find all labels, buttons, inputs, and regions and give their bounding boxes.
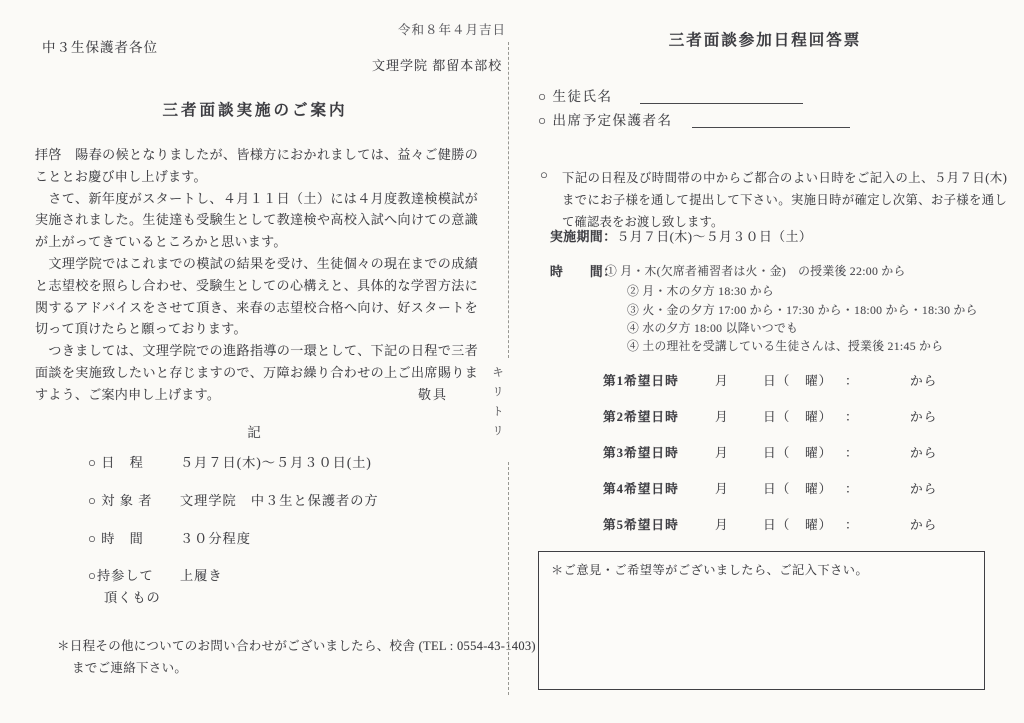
weekday-blank: 曜） xyxy=(805,374,833,388)
month-blank: 月 xyxy=(715,446,729,460)
cut-dashed-line-top xyxy=(508,42,509,358)
month-blank: 月 xyxy=(715,410,729,424)
student-name-fill-line xyxy=(640,86,803,104)
weekday-blank: 曜） xyxy=(805,518,833,532)
wish-row-3 xyxy=(603,442,1023,462)
letter-footnote-line1: ＊日程その他についてのお問い合わせがございましたら、校舎 (TEL : 0554-43-1403) xyxy=(57,639,536,653)
form-title: 三者面談参加日程回答票 xyxy=(668,32,862,49)
comment-box-label: ＊ご意見・ご希望等がございましたら、ご記入下さい。 xyxy=(551,563,869,577)
wish-row-label: 第5希望日時 xyxy=(603,518,679,532)
month-blank: 月 xyxy=(715,518,729,532)
weekday-blank: 曜） xyxy=(805,410,833,424)
wish-row-label: 第1希望日時 xyxy=(603,374,679,388)
letter-paragraph: さて、新年度がスタートし、４月１１日（土）には４月度教達検模試が実施されました。生徒達も受験生として教達検や高校入試へ向けての意識が上がってきているところかと思います。 xyxy=(35,190,478,250)
item-duration-label: ○ 時 間 xyxy=(88,531,144,546)
time-colon-blank: ： xyxy=(845,410,859,424)
time-option-2: ② 月・木の夕方 18:30 から xyxy=(627,284,774,298)
cut-here-label: キリトリ xyxy=(491,366,503,444)
from-label: から xyxy=(910,482,938,496)
wish-row-label: 第3希望日時 xyxy=(603,446,679,460)
cut-dashed-line-bottom xyxy=(508,462,509,695)
day-blank: 日（ xyxy=(763,446,791,460)
time-option-5: ④ 土の理社を受講している生徒さんは、授業後 21:45 から xyxy=(627,339,944,353)
day-blank: 日（ xyxy=(763,410,791,424)
implementation-period xyxy=(550,226,812,245)
period-label: 実施期間： xyxy=(550,230,617,244)
weekday-blank: 曜） xyxy=(805,446,833,460)
wish-row-2 xyxy=(603,406,1023,426)
letter-footnote-line2: までご連絡下さい。 xyxy=(72,661,188,675)
time-colon-blank: ： xyxy=(845,446,859,460)
item-bring-label-line2: 頂くもの xyxy=(104,590,161,605)
letter-sender: 文理学院 都留本部校 xyxy=(372,58,503,73)
student-name-label: ○ 生徒氏名 xyxy=(538,89,613,104)
letter-closing: 敬具 xyxy=(418,387,449,402)
time-colon-blank: ： xyxy=(845,518,859,532)
wish-row-label: 第2希望日時 xyxy=(603,410,679,424)
item-duration-value: ３０分程度 xyxy=(180,531,251,546)
letter-recipient: 中３生保護者各位 xyxy=(42,40,158,55)
from-label: から xyxy=(910,446,938,460)
time-colon-blank: ： xyxy=(845,374,859,388)
letter-paragraph: つきましては、文理学院での進路指導の一環として、下記の日程で三者面談を実施致したいと存じますので、万障お繰り合わせの上ご出席賜りますよう、ご案内申し上げます。 xyxy=(35,343,478,402)
day-blank: 日（ xyxy=(763,374,791,388)
letter-date: 令和８年４月吉日 xyxy=(398,23,507,37)
item-bring-value: 上履き xyxy=(180,568,223,583)
month-blank: 月 xyxy=(715,482,729,496)
guardian-name-fill-line xyxy=(692,110,850,128)
wish-row-1 xyxy=(603,370,1023,390)
guardian-name-label: ○ 出席予定保護者名 xyxy=(538,113,673,128)
time-option-3: ③ 火・金の夕方 17:00 から・17:30 から・18:00 から・18:30 から xyxy=(627,303,978,317)
time-option-1: ① 月・木(欠席者補習者は火・金) の授業後 22:00 から xyxy=(605,264,906,278)
time-label: 時 間： xyxy=(550,265,617,279)
day-blank: 日（ xyxy=(763,518,791,532)
time-option-4: ④ 水の夕方 18:00 以降いつでも xyxy=(627,321,799,335)
item-bring-label: ○持参して xyxy=(88,568,154,583)
wish-row-label: 第4希望日時 xyxy=(603,482,679,496)
item-target-value: 文理学院 中３生と保護者の方 xyxy=(180,493,379,508)
instruction-marker: ○ xyxy=(540,167,548,182)
form-instruction: 下記の日程及び時間帯の中からご都合のよい日時をご記入の上、５月７日(木)までにお子様を通して提出して下さい。実施日時が確定し次第、お子様を通して確認表をお渡し致します。 xyxy=(562,171,1007,229)
letter-title: 三者面談実施のご案内 xyxy=(162,102,348,119)
letter-body xyxy=(35,144,478,406)
weekday-blank: 曜） xyxy=(805,482,833,496)
letter-paragraph: 拝啓 陽春の候となりましたが、皆様方におかれましては、益々ご健勝のこととお慶び申し上げます。 xyxy=(35,147,478,184)
period-value: ５月７日(木)～５月３０日（土） xyxy=(616,230,813,244)
wish-row-4 xyxy=(603,478,1023,498)
item-schedule-value: ５月７日(木)～５月３０日(土) xyxy=(180,455,372,470)
record-heading: 記 xyxy=(247,425,263,440)
month-blank: 月 xyxy=(715,374,729,388)
item-target-label: ○ 対 象 者 xyxy=(88,493,153,508)
from-label: から xyxy=(910,410,938,424)
comment-box xyxy=(538,551,985,690)
from-label: から xyxy=(910,518,938,532)
letter-paragraph: 文理学院ではこれまでの模試の結果を受け、生徒個々の現在までの成績と志望校を照らし合わせ、受験生としての心構えと、具体的な学習方法に関するアドバイスをさせて頂き、来春の志望校合格へ向け、好スタートを切って頂けたらと願っております。 xyxy=(35,255,478,337)
day-blank: 日（ xyxy=(763,482,791,496)
wish-row-5 xyxy=(603,514,1023,534)
time-colon-blank: ： xyxy=(845,482,859,496)
from-label: から xyxy=(910,374,938,388)
item-schedule-label: ○ 日 程 xyxy=(88,455,144,470)
